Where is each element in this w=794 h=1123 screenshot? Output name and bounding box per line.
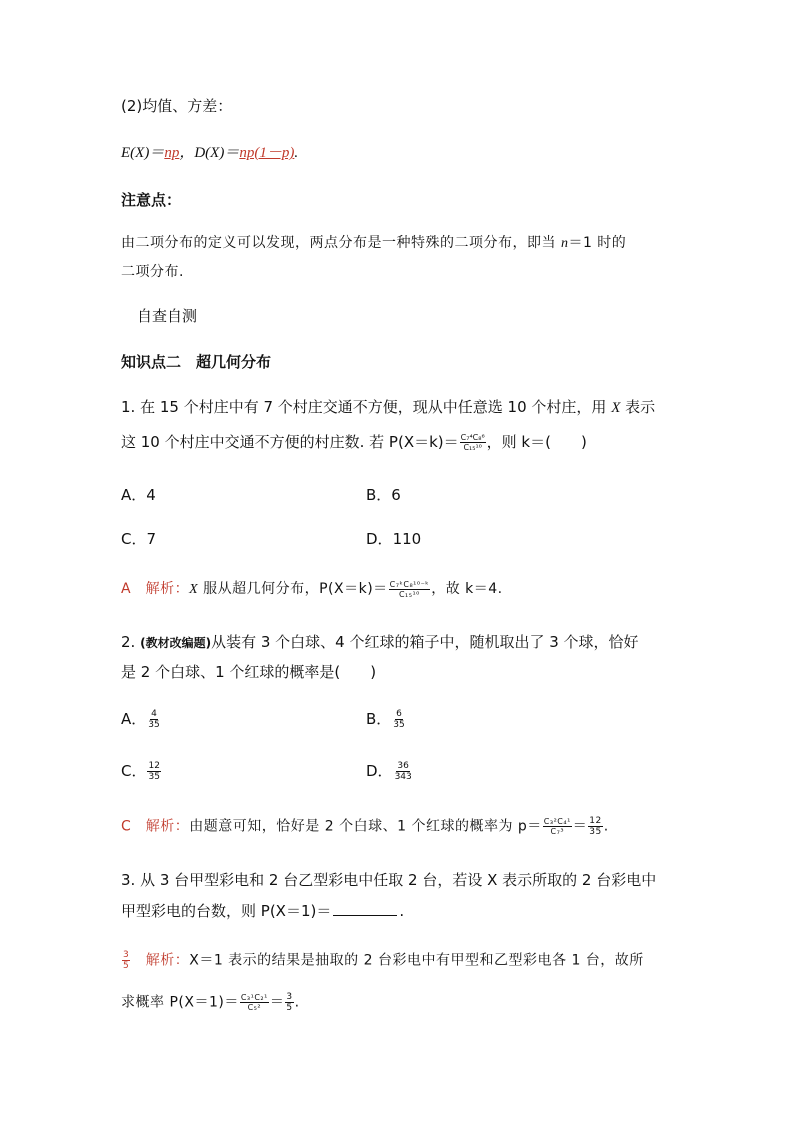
q3-analysis-line2: 求概率 P(X＝1)＝ $\frac{\text{C₃¹C₂¹}}{\text{C₅²}}$ ＝ $\frac{3}{5}$ . <box>121 992 300 1013</box>
q3-line1: 3. 从 3 台甲型彩电和 2 台乙型彩电中任取 2 台，若设 X 表示所取的 2 台彩电中 <box>121 871 657 889</box>
knowledge-heading: 知识点二 超几何分布 <box>121 353 272 371</box>
notes-var: n <box>560 236 569 251</box>
notes-text-b: ＝1 时的 <box>568 235 627 251</box>
self-check-heading: 自查自测 <box>137 307 198 325</box>
formula-end: . <box>294 145 299 161</box>
d-value: np(1－p) <box>239 145 295 161</box>
q3-answer: $\frac{3}{5}$ <box>123 950 130 971</box>
q2-option-a: A． $\frac{4}{35}$ <box>121 709 160 730</box>
q1-analysis-c: ，故 k＝4. <box>431 581 503 597</box>
q2-analysis-label: 解析： <box>145 818 190 835</box>
q1-option-b: B．6 <box>366 486 401 504</box>
q1-line1-b: 表示 <box>620 398 656 416</box>
q1-option-c: C．7 <box>121 530 157 548</box>
q1-analysis <box>121 579 503 600</box>
q3-analysis-label: 解析： <box>145 952 190 969</box>
d-prefix: ，D(X)＝ <box>179 145 240 161</box>
q3-line2 <box>121 901 404 921</box>
q2-answer: C <box>121 818 132 835</box>
q2-line1-a: 2. <box>121 633 141 651</box>
q1-analysis-label: 解析： <box>145 581 190 597</box>
q1-var: X <box>611 400 621 416</box>
q1-line1 <box>121 397 655 418</box>
q3-analysis-result: $\frac{3}{5}$ <box>286 992 293 1013</box>
notes-heading: 注意点： <box>121 191 182 209</box>
mean-variance-heading: (2)均值、方差： <box>121 97 233 115</box>
q2-line2: 是 2 个白球、1 个红球的概率是( ) <box>121 663 377 681</box>
q1-line1-a: 1. 在 15 个村庄中有 7 个村庄交通不方便，现从中任意选 10 个村庄，用 <box>121 398 612 416</box>
q1-option-a: A．4 <box>121 486 156 504</box>
q1-analysis-b: 服从超几何分布，P(X＝k)＝ <box>198 581 388 597</box>
q2-analysis-result: $\frac{12}{35}$ <box>589 816 602 837</box>
q1-frac-num: C₇⁴C₈⁶ <box>460 433 485 442</box>
q3-analysis-fraction: $\frac{\text{C₃¹C₂¹}}{\text{C₅²}}$ <box>240 993 268 1012</box>
q3-analysis-line1 <box>121 950 644 971</box>
q1-line2 <box>121 432 587 452</box>
q2-analysis-fraction: $\frac{\text{C₃²C₄¹}}{\text{C₇³}}$ <box>543 817 571 836</box>
q2-line1 <box>121 632 639 653</box>
q1-analysis-fraction <box>389 580 431 599</box>
q3-line2-a: 甲型彩电的台数，则 P(X＝1)＝ <box>121 902 332 920</box>
q2-option-d: D． $\frac{36}{343}$ <box>366 761 412 782</box>
q2-option-b: B． $\frac{6}{35}$ <box>366 709 405 730</box>
notes-text-a: 由二项分布的定义可以发现，两点分布是一种特殊的二项分布，即当 <box>121 235 561 251</box>
q1-analysis-frac-num: C₇ᵏC₈¹⁰⁻ᵏ <box>389 579 430 589</box>
q3-analysis-line2-a: 求概率 P(X＝1)＝ <box>121 994 239 1011</box>
q1-fraction <box>460 433 486 452</box>
q2-option-c: C． $\frac{12}{35}$ <box>121 761 160 782</box>
q2-analysis: C 解析：由题意可知，恰好是 2 个白球、1 个红球的概率为 p＝ $\frac{\text{C₃²C₄¹}}{\text{C₇³}}$ ＝ $\frac{12}{35}$ . <box>121 816 609 837</box>
q2-tag: (教材改编题) <box>140 636 212 650</box>
notes-text-line2: 二项分布. <box>121 264 184 280</box>
q1-frac-den: C₁₅¹⁰ <box>463 443 482 452</box>
q1-answer: A <box>121 581 132 597</box>
q1-analysis-frac-den: C₁₅¹⁰ <box>398 589 420 599</box>
e-value: np <box>164 145 180 161</box>
mean-variance-formula <box>121 143 298 163</box>
notes-text-line1 <box>121 233 626 254</box>
q3-analysis-b: X＝1 表示的结果是抽取的 2 台彩电中有甲型和乙型彩电各 1 台，故所 <box>189 952 644 969</box>
q1-line2-b: ，则 k＝( ) <box>486 433 587 451</box>
q3-line2-b: . <box>399 902 405 920</box>
q1-option-d: D．110 <box>366 530 422 548</box>
q2-analysis-b: 由题意可知，恰好是 2 个白球、1 个红球的概率为 p＝ <box>189 818 542 835</box>
e-prefix: E(X)＝ <box>121 145 165 161</box>
q1-line2-a: 这 10 个村庄中交通不方便的村庄数. 若 P(X＝k)＝ <box>121 433 459 451</box>
q3-blank <box>333 901 397 916</box>
q1-analysis-var: X <box>189 582 199 597</box>
q2-line1-b: 从装有 3 个白球、4 个红球的箱子中，随机取出了 3 个球，恰好 <box>211 633 639 651</box>
